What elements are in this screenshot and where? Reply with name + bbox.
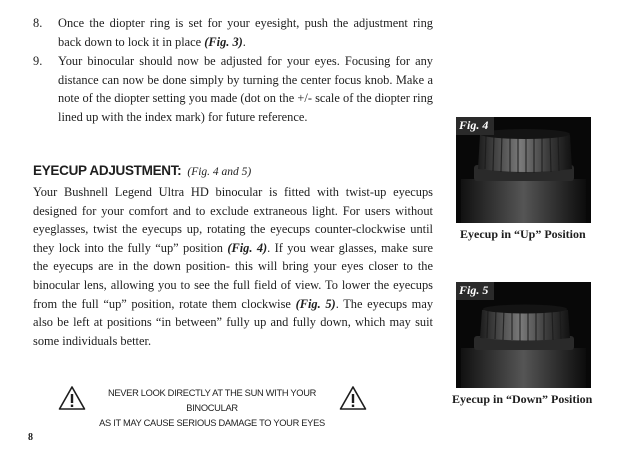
eyecup-adjustment-section xyxy=(33,162,433,350)
warning-line: AS IT MAY CAUSE SERIOUS DAMAGE TO YOUR EYES xyxy=(99,418,325,428)
figure-4 xyxy=(456,117,606,242)
warning-triangle-icon xyxy=(58,385,86,411)
figure-caption: Eyecup in “Down” Position xyxy=(452,392,593,406)
step-text: Your binocular should now be adjusted for your eyes. Focusing for any distance can now be done simply by turning the center focus knob. Make a note of the diopter setting you made (dot on the +/- scale of the diopter ring lined up with the index mark) for future reference. xyxy=(58,54,433,124)
figure-reference: (Fig. 3) xyxy=(204,34,243,49)
step-text: Once the diopter ring is set for your eyesight, push the adjustment ring back down to lock it in place xyxy=(58,16,433,49)
section-heading xyxy=(33,162,433,181)
body-part-3: . The eyecups may also be left at positions “in between” fully up and fully down, which may suit some individuals better. xyxy=(33,296,434,348)
body-part-2: . If you wear glasses, make sure the eyecups are in the down position- this will bring your eyes closer to the binocular lens, allowing you to see the full field of view. To lower the eyecups from the full “up” position, rotate them clockwise xyxy=(33,240,433,311)
step-number: 8. xyxy=(33,16,43,30)
figure-reference: (Fig. 5) xyxy=(295,296,336,311)
step-text-end: . xyxy=(242,34,246,49)
warning-line: NEVER LOOK DIRECTLY AT THE SUN WITH YOUR BINOCULAR xyxy=(107,388,317,413)
body-part-1: Your Bushnell Legend Ultra HD binocular is fitted with twist-up eyecups designed for your comfort and to exclude extraneous light. For users without eyeglasses, twist the eyecups up, rotating the eyecups counter-clockwise until they lock into the fully “up” position xyxy=(33,185,433,255)
instruction-steps xyxy=(33,14,433,128)
eyecup-down-photo xyxy=(456,282,591,388)
step-item xyxy=(33,52,433,126)
step-number: 9. xyxy=(33,54,43,69)
section-heading-text: EYECUP ADJUSTMENT: xyxy=(33,163,182,178)
figure-5 xyxy=(452,282,606,407)
figure-label: Fig. 4 xyxy=(456,117,494,135)
section-figure-note: (Fig. 4 and 5) xyxy=(187,166,252,178)
warning-text xyxy=(94,386,330,431)
section-body xyxy=(33,183,433,350)
page-number: 8 xyxy=(28,432,33,443)
figure-label: Fig. 5 xyxy=(456,282,494,300)
warning-triangle-icon xyxy=(339,385,367,411)
figure-caption: Eyecup in “Up” Position xyxy=(460,227,586,241)
eyecup-up-photo xyxy=(456,117,591,223)
figure-reference: (Fig. 4) xyxy=(227,240,268,255)
sun-warning xyxy=(58,383,374,428)
step-item xyxy=(33,14,433,51)
